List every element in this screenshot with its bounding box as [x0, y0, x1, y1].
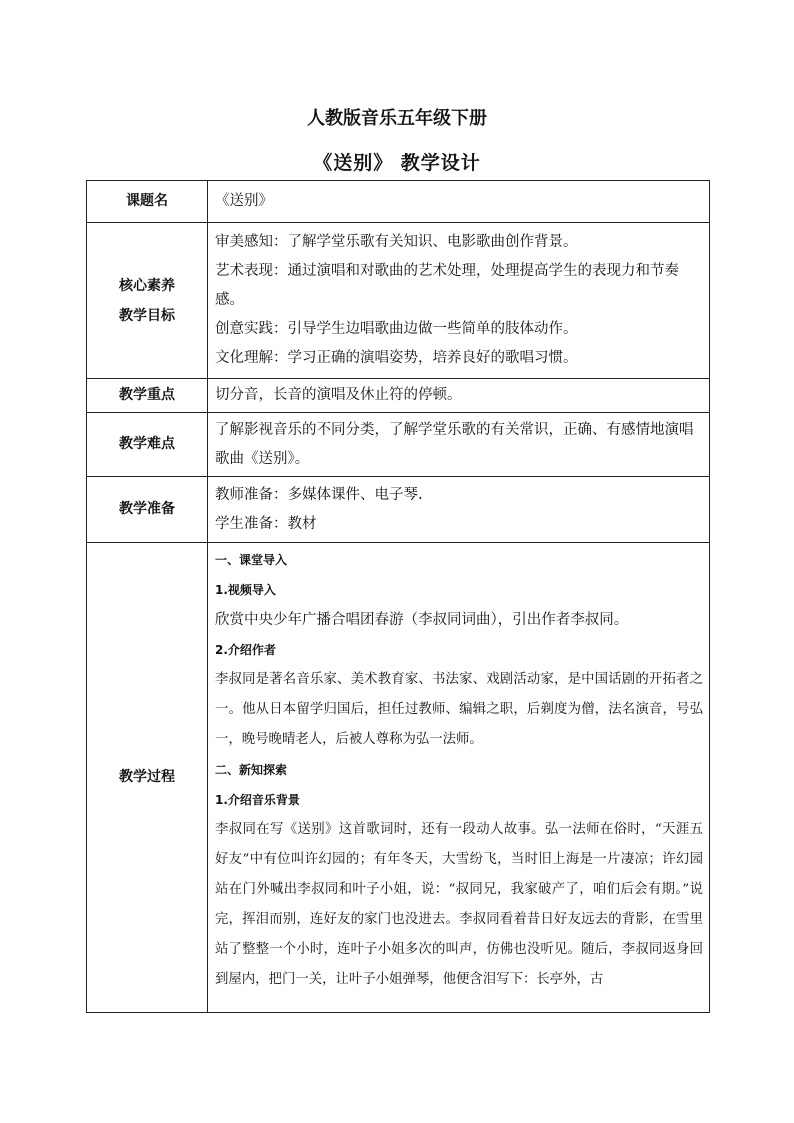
document-title: 人教版音乐五年级下册	[307, 108, 487, 129]
sub-heading-background: 1.介绍音乐背景	[215, 793, 300, 807]
value-key-points: 切分音，长音的演唱及休止符的停顿。	[208, 379, 710, 413]
label-goals-line-2: 教学目标	[119, 307, 175, 324]
label-goals-line-1: 核心素养	[119, 277, 175, 294]
table-row-goals	[87, 223, 710, 379]
label-process: 教学过程	[87, 543, 208, 1013]
table-row-difficulties	[87, 413, 710, 477]
table-row-preparation	[87, 477, 710, 543]
value-goals	[208, 223, 710, 379]
text-background: 李叔同在写《送别》这首歌词时，还有一段动人故事。弘一法师在俗时，“天涯五好友”中有位叫许幻园的；有年冬天，大雪纷飞，当时旧上海是一片凄凉；许幻园站在门外喊出李叔同和叶子小姐，说：“叔同兄，我家破产了，咱们后会有期。”说完，挥泪而别，连好友的家门也没进去。李叔同看着昔日好友远去的背影，在雪里站了整整一个小时，连叶子小姐多次的叫声，仿佛也没听见。随后，李叔同返身回到屋内，把门一关，让叶子小姐弹琴，他便含泪写下：长亭外，古	[215, 822, 703, 987]
goal-practice: 创意实践：引导学生边唱歌曲边做一些简单的肢体动作。	[215, 321, 578, 337]
prep-student: 学生准备：教材	[215, 515, 317, 532]
table-row-topic	[87, 181, 710, 223]
prep-teacher: 教师准备：多媒体课件、电子琴.	[215, 486, 423, 503]
sub-heading-video: 1.视频导入	[215, 583, 276, 597]
label-goals	[87, 223, 208, 379]
goal-aesthetic: 审美感知：了解学堂乐歌有关知识、电影歌曲创作背景。	[215, 234, 578, 250]
value-topic: 《送别》	[208, 181, 710, 223]
label-topic: 课题名	[87, 181, 208, 223]
label-key-points: 教学重点	[87, 379, 208, 413]
table-row-key-points	[87, 379, 710, 413]
section-heading-intro: 一、课堂导入	[215, 553, 288, 567]
label-preparation: 教学准备	[87, 477, 208, 543]
value-difficulties: 了解影视音乐的不同分类，了解学堂乐歌的有关常识，正确、有感情地演唱歌曲《送别》。	[208, 413, 710, 477]
label-difficulties: 教学难点	[87, 413, 208, 477]
goal-culture: 文化理解：学习正确的演唱姿势，培养良好的歌唱习惯。	[215, 350, 578, 366]
goal-expression: 艺术表现：通过演唱和对歌曲的艺术处理，处理提高学生的表现力和节奏感。	[215, 263, 679, 308]
document-subtitle: 《送别》 教学设计	[313, 152, 481, 174]
text-video: 欣赏中央少年广播合唱团春游（李叔同词曲），引出作者李叔同。	[215, 612, 629, 628]
value-process	[208, 543, 710, 1013]
text-author: 李叔同是著名音乐家、美术教育家、书法家、戏剧活动家，是中国话剧的开拓者之一。他从日本留学归国后，担任过教师、编辑之职，后剃度为僧，法名演音，号弘一，晚号晚晴老人，后被人尊称为弘一法师。	[215, 672, 703, 747]
value-preparation	[208, 477, 710, 543]
sub-heading-author: 2.介绍作者	[215, 643, 276, 657]
section-heading-explore: 二、新知探索	[215, 763, 288, 777]
lesson-plan-table	[86, 180, 710, 1013]
table-row-process	[87, 543, 710, 1013]
